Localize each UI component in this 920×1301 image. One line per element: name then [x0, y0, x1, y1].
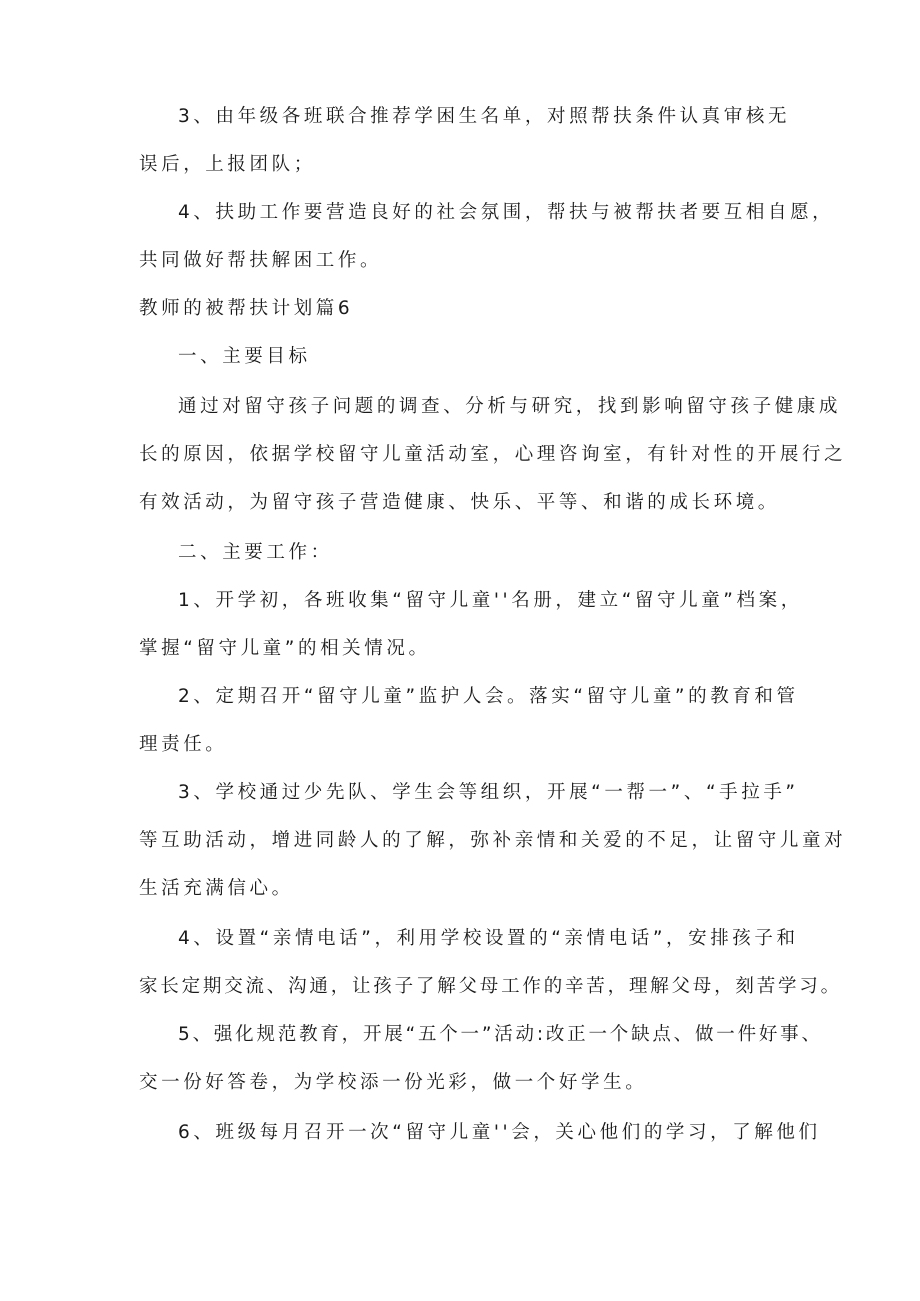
paragraph-line: 误后，上报团队； [139, 154, 316, 175]
paragraph-line: 理责任。 [139, 734, 228, 755]
paragraph-line: 6、班级每月召开一次“留守儿童''会，关心他们的学习，了解他们 [178, 1122, 821, 1143]
paragraph-line: 长的原因，依据学校留守儿童活动室，心理咨询室，有针对性的开展行之 [139, 444, 847, 465]
paragraph-line: 4、扶助工作要营造良好的社会氛围，帮扶与被帮扶者要互相自愿， [178, 202, 835, 223]
paragraph-line: 3、学校通过少先队、学生会等组织，开展“一帮一”、“手拉手” [178, 782, 799, 803]
subheading: 一、主要目标 [178, 346, 311, 367]
paragraph-line: 5、强化规范教育，开展“五个一”活动:改正一个缺点、做一件好事、 [178, 1024, 823, 1045]
paragraph-line: 4、设置“亲情电话”，利用学校设置的“亲情电话”，安排孩子和 [178, 928, 799, 949]
paragraph-line: 家长定期交流、沟通，让孩子了解父母工作的辛苦，理解父母，刻苦学习。 [139, 976, 842, 997]
paragraph-line: 交一份好答卷，为学校添一份光彩，做一个好学生。 [139, 1072, 648, 1093]
section-heading: 教师的被帮扶计划篇6 [139, 298, 354, 319]
paragraph-line: 1、开学初，各班收集“留守儿童''名册，建立“留守儿童”档案， [178, 590, 803, 611]
paragraph-line: 3、由年级各班联合推荐学困生名单，对照帮扶条件认真审核无 [178, 106, 791, 127]
paragraph-line: 共同做好帮扶解困工作。 [139, 250, 383, 271]
subheading: 二、主要工作： [178, 542, 333, 563]
paragraph-line: 有效活动，为留守孩子营造健康、快乐、平等、和谐的成长环境。 [139, 492, 780, 513]
paragraph-line: 生活充满信心。 [139, 878, 294, 899]
paragraph-line: 2、定期召开“留守儿童”监护人会。落实“留守儿童”的教育和管 [178, 686, 799, 707]
paragraph-line: 通过对留守孩子问题的调查、分析与研究，找到影响留守孩子健康成 [178, 396, 842, 417]
paragraph-line: 掌握“留守儿童”的相关情况。 [139, 638, 431, 659]
paragraph-line: 等互助活动，增进同龄人的了解，弥补亲情和关爱的不足，让留守儿童对 [139, 830, 847, 851]
